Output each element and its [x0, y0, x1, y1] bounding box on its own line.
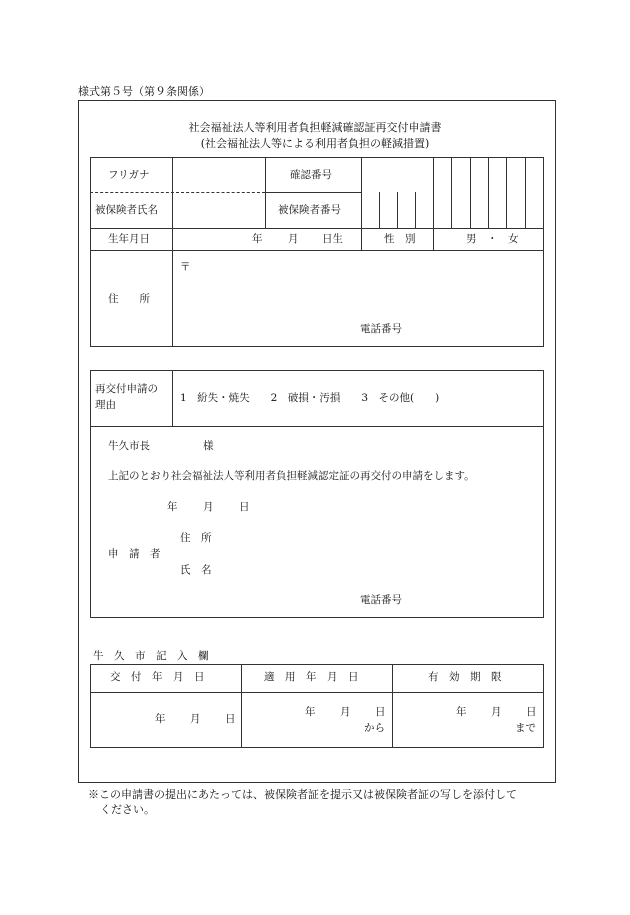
apply-from-label: から [364, 722, 385, 734]
valid-month-label: 月 [491, 706, 502, 718]
column-divider [172, 250, 173, 347]
form-label: 様式第５号（第９条関係） [78, 85, 210, 98]
postal-mark: 〒 [180, 261, 191, 273]
applicant-table-border [90, 157, 544, 347]
valid-year-label: 年 [456, 706, 467, 718]
column-divider [433, 228, 434, 250]
reason-label: 再交付申請の [95, 383, 158, 395]
digit-divider [488, 157, 489, 192]
column-divider [361, 228, 362, 250]
form-title: 社会福祉法人等利用者負担軽減確認証再交付申請書 [188, 121, 442, 134]
address-label: 住 所 [108, 293, 150, 305]
row-divider [90, 250, 544, 251]
row-divider [90, 692, 544, 693]
furigana-label: フリガナ [108, 169, 150, 181]
column-divider [172, 370, 173, 426]
gender-label: 性 別 [384, 233, 416, 245]
digit-divider [470, 157, 471, 192]
addressee-honorific: 様 [203, 440, 214, 452]
column-divider [265, 157, 266, 228]
column-divider [361, 157, 362, 228]
issue-day-label: 日 [225, 713, 236, 725]
birth-year-label: 年 [252, 233, 263, 245]
apply-date-header: 適 用 年 月 日 [264, 671, 359, 683]
applicant-name-label: 氏 名 [180, 564, 212, 576]
reissue-section-border [90, 370, 544, 618]
issue-date-header: 交 付 年 月 日 [110, 671, 205, 683]
digit-divider [470, 192, 471, 228]
footnote-line-1: ※この申請書の提出にあたっては、被保険者証を提示又は被保険者証の写しを添付して [88, 788, 517, 801]
digit-divider [397, 192, 398, 228]
row-divider [265, 192, 361, 193]
digit-divider [525, 192, 526, 228]
birth-date-label: 生年月日 [108, 233, 150, 245]
row-divider [90, 426, 544, 427]
footnote-line-2: ください。 [100, 803, 155, 816]
reason-options: 1 紛失・焼失 2 破損・汚損 3 その他( ) [180, 392, 440, 404]
gender-options: 男 ・ 女 [466, 233, 519, 245]
city-section-label: 牛 久 市 記 入 欄 [93, 650, 209, 662]
digit-divider [415, 192, 416, 228]
valid-until-label: まで [515, 722, 536, 734]
form-subtitle: (社会福祉法人等による利用者負担の軽減措置) [200, 137, 430, 150]
insured-number-label: 被保険者番号 [278, 204, 341, 216]
insured-name-label: 被保険者氏名 [95, 204, 158, 216]
digit-divider [488, 192, 489, 228]
issue-month-label: 月 [190, 713, 201, 725]
column-divider [241, 664, 242, 748]
valid-day-label: 日 [526, 706, 537, 718]
digit-divider [451, 157, 452, 192]
birth-day-label: 日生 [322, 233, 343, 245]
applicant-phone-label: 電話番号 [360, 594, 402, 606]
row-divider [90, 228, 544, 229]
valid-period-header: 有 効 期 限 [428, 671, 502, 683]
application-statement: 上記のとおり社会福祉法人等利用者負担軽減認定証の再交付の申請をします。 [108, 470, 475, 482]
phone-number-label: 電話番号 [360, 323, 402, 335]
apply-month-label: 月 [340, 706, 351, 718]
digit-divider [506, 157, 507, 192]
application-year-label: 年 [167, 501, 178, 513]
apply-year-label: 年 [305, 706, 316, 718]
application-month-label: 月 [203, 501, 214, 513]
digit-divider [525, 157, 526, 192]
birth-month-label: 月 [288, 233, 299, 245]
digit-divider [379, 192, 380, 228]
confirm-number-label: 確認番号 [290, 169, 332, 181]
furigana-divider [90, 192, 265, 193]
applicant-address-label: 住 所 [180, 532, 212, 544]
digit-divider [451, 192, 452, 228]
reason-label-2: 理由 [95, 399, 116, 411]
issue-year-label: 年 [155, 713, 166, 725]
application-day-label: 日 [239, 501, 250, 513]
addressee: 牛久市長 [108, 440, 150, 452]
column-divider [172, 157, 173, 250]
applicant-label: 申 請 者 [108, 548, 161, 560]
digit-divider [506, 192, 507, 228]
digit-divider [433, 157, 434, 192]
column-divider [392, 664, 393, 748]
apply-day-label: 日 [375, 706, 386, 718]
digit-divider [433, 192, 434, 228]
